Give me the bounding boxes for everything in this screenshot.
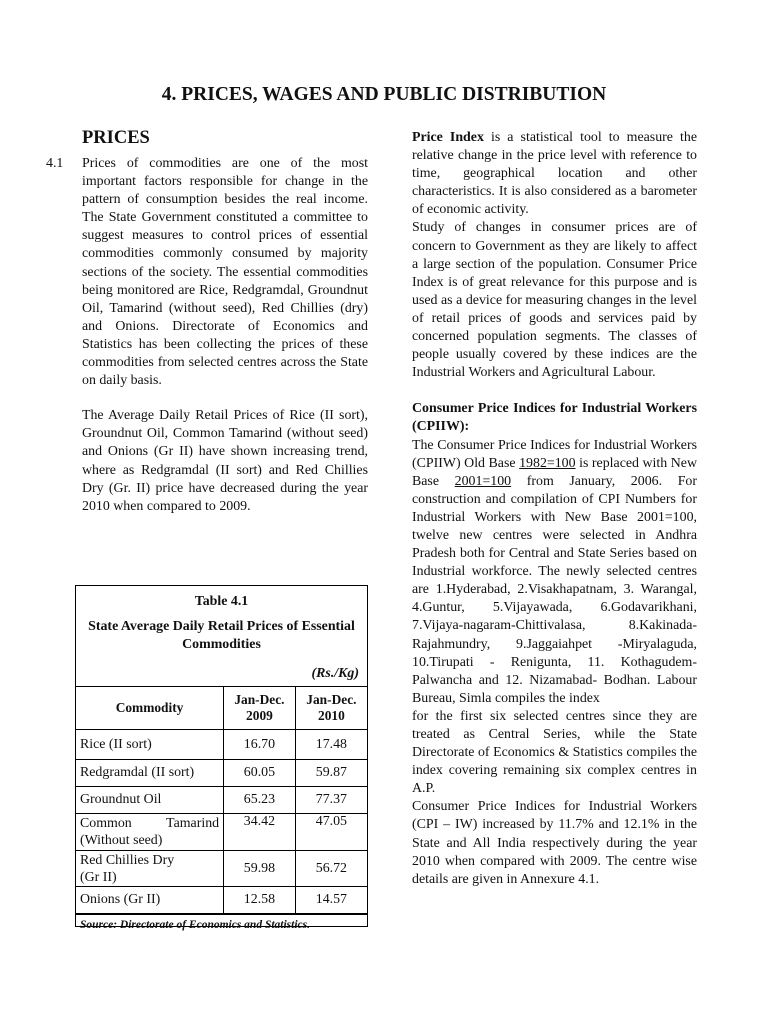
table-row [76, 851, 367, 887]
table-row [76, 730, 367, 760]
cpiiw-central-series-paragraph: for the first six selected centres since they are treated as Central Series, while the State Directorate of Economics & Statistics compiles the index covering remaining six complex centres in A.P. [412, 708, 697, 797]
table-source: Source: Directorate of Economics and Statistics. [76, 914, 367, 935]
value-2009: 60.05 [224, 760, 296, 787]
commodity-cell [76, 814, 224, 851]
consumer-prices-paragraph: Study of changes in consumer prices are of concern to Government as they are likely to affect a large section of the population. Consumer Price Index is of great relevance for this purpose and is used as a device for measuring changes in the level of retail prices of goods and services paid by concerned population segments. The classes of people usually covered by these indices are the Industrial Workers and Agricultural Labour. [412, 220, 697, 381]
commodity-cell [76, 851, 224, 887]
paragraph-text: Prices of commodities are one of the most important factors responsible for change in the pattern of consumption besides the real income. The State Government constituted a committee to suggest measures to control prices of essential commodities commonly consumed by majority sections of the society. The essential commodities being monitored are Rice, Redgramdal, Groundnut Oil, Tamarind (without seed), Red Chillies (dry) and Onions. Directorate of Economics and Statistics has been collecting the prices of these commodities from selected centres across the State on daily basis. [82, 156, 368, 389]
commodity-line-2: (Without seed) [80, 833, 163, 848]
new-base: 2001=100 [454, 473, 512, 489]
header-2009 [224, 687, 296, 730]
header-commodity: Commodity [76, 687, 224, 730]
header-2009-label: Jan-Dec. 2009 [234, 692, 285, 723]
commodity-line-1: Red Chillies Dry [80, 852, 175, 868]
header-2010 [295, 687, 367, 730]
header-2010-label: Jan-Dec. 2010 [306, 692, 357, 723]
commodity-line-2: (Gr II) [80, 869, 117, 885]
value-2010: 77.37 [295, 787, 367, 814]
commodity-cell: Rice (II sort) [76, 730, 224, 760]
paragraph-4-1 [46, 155, 368, 390]
cpiiw-text-b: is replaced with New Base [412, 455, 697, 489]
table-number: Table 4.1 [194, 594, 249, 609]
table-4-1 [75, 585, 368, 931]
prices-table [76, 686, 367, 914]
cpiiw-paragraph [412, 437, 697, 708]
price-index-paragraph [412, 129, 697, 219]
value-2009: 34.42 [224, 814, 296, 851]
cpiiw-increase-paragraph: Consumer Price Indices for Industrial Workers (CPI – IW) increased by 11.7% and 12.1% in the State and All India respectively during the year 2010 when compared with 2009. The centre wise details are given in Annexure 4.1. [412, 799, 697, 887]
commodity-cell: Redgramdal (II sort) [76, 760, 224, 787]
value-2010: 17.48 [295, 730, 367, 760]
paragraph-price-trend: The Average Daily Retail Prices of Rice (II sort), Groundnut Oil, Common Tamarind (without seed) and Onions (Gr II) have shown increasing trend, where as Redgramdal (II sort) and Red Chillies Dry (Gr. II) price have decreased during the year 2010 when compared to 2009. [82, 408, 368, 514]
table-row [76, 760, 367, 787]
page-title: 4. PRICES, WAGES AND PUBLIC DISTRIBUTION [161, 84, 607, 105]
value-2009: 12.58 [224, 887, 296, 914]
left-column [46, 122, 368, 516]
prices-heading: PRICES [82, 128, 150, 148]
value-2009: 59.98 [224, 851, 296, 887]
table-row [76, 887, 367, 914]
value-2010: 59.87 [295, 760, 367, 787]
table-row [76, 814, 367, 851]
price-index-definition: is a statistical tool to measure the relative change in the price level with reference to time, geographical location and other characteristics. It is also considered as a barometer of economic activity. [412, 130, 697, 218]
old-base: 1982=100 [519, 455, 576, 471]
table-row [76, 787, 367, 814]
commodity-cell: Groundnut Oil [76, 787, 224, 814]
value-2010: 14.57 [295, 887, 367, 914]
value-2010: 56.72 [295, 851, 367, 887]
commodity-line-1: Common Tamarind [80, 816, 220, 831]
table-title: State Average Daily Retail Prices of Essential Commodities [88, 619, 355, 652]
table-unit: (Rs./Kg) [311, 666, 359, 681]
value-2009: 16.70 [224, 730, 296, 760]
value-2010: 47.05 [295, 814, 367, 851]
value-2009: 65.23 [224, 787, 296, 814]
cpiiw-text-a: The Consumer Price Indices for Industrial Workers (CPIIW) Old Base [412, 437, 697, 471]
right-column [412, 129, 697, 889]
paragraph-number: 4.1 [46, 156, 64, 171]
table-header-row [76, 687, 367, 730]
commodity-cell: Onions (Gr II) [76, 887, 224, 914]
cpiiw-text-c: from January, 2006. For construction and compilation of CPI Numbers for Industrial Workers with New Base 2001=100, twelve new centres were selected in Andhra Pradesh both for Central and State Series based on Industrial workforce. The newly selected centres are 1.Hyderabad, 2.Visakhapatnam, 3. Warangal, 4.Guntur, 5.Vijayawada, 6.Godavarikhani, 7.Vijaya-nagaram-Chittivalasa, 8.Kakinada-Rajahmundry, 9.Jaggaiahpet -Miryalaguda, 10.Tirupati - Renigunta, 11. Kothagudem-Palwancha and 12. Nizamabad- Bodhan. Labour Bureau, Simla compiles the index [412, 473, 697, 706]
price-index-term: Price Index [412, 130, 484, 145]
cpiiw-heading: Consumer Price Indices for Industrial Workers (CPIIW): [412, 401, 697, 435]
